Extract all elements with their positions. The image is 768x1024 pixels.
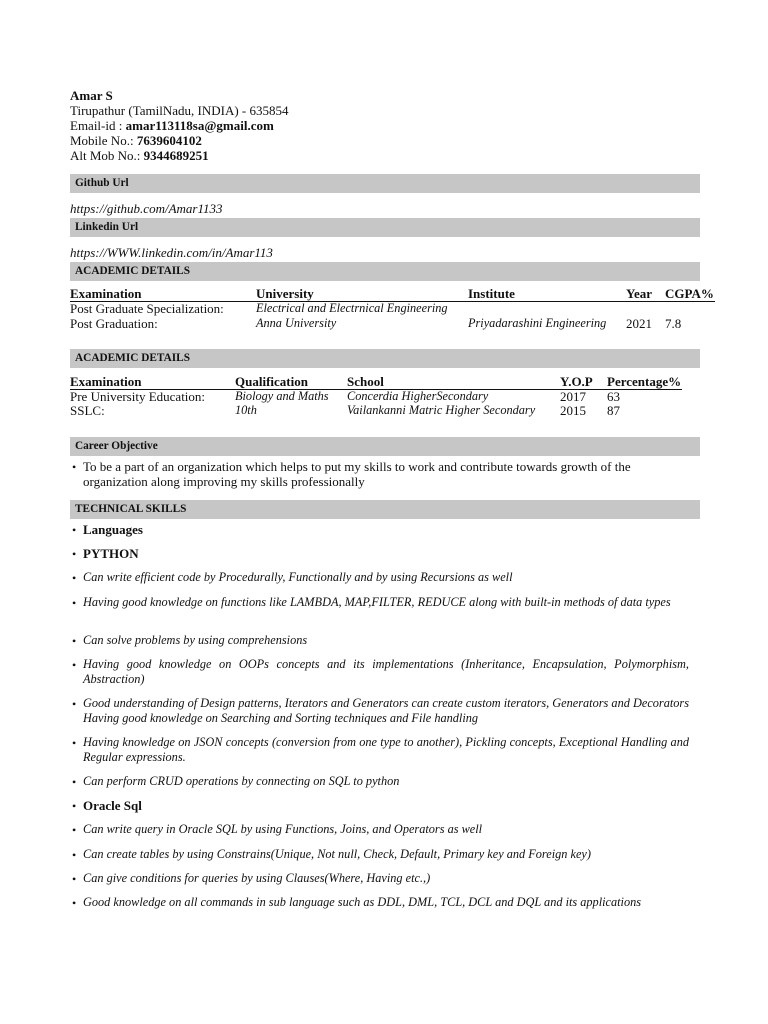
list-item: Can perform CRUD operations by connecting on SQL to python: [83, 774, 400, 788]
table-cell: Biology and Maths: [235, 389, 329, 403]
mobile-label: Mobile No.:: [70, 133, 137, 148]
bullet-icon: •: [72, 872, 77, 886]
list-item: Can solve problems by using comprehensions: [83, 633, 308, 647]
table-cell: Anna University: [256, 316, 337, 330]
github-heading: Github Url: [75, 177, 129, 189]
alt-mobile-line: [70, 148, 289, 163]
github-section-bar: [70, 174, 700, 193]
career-objective-text: To be a part of an organization which helps to put my skills to work and contribute towards growth of the organization along improving my skills professionally: [83, 459, 631, 489]
skills-section-bar: [70, 500, 700, 519]
bullet-icon: •: [72, 658, 77, 672]
academic-school-section-bar: [70, 349, 700, 368]
bullet-icon: •: [72, 596, 77, 610]
bullet-icon: •: [72, 523, 77, 537]
bullet-icon: •: [72, 775, 77, 789]
career-heading: Career Objective: [75, 440, 158, 452]
bullet-icon: •: [72, 697, 77, 711]
table-cell: Concerdia HigherSecondary: [347, 389, 489, 403]
github-url[interactable]: https://github.com/Amar1133: [70, 201, 223, 216]
table-header: Y.O.P: [560, 374, 593, 389]
bullet-icon: •: [72, 799, 77, 813]
table-header: Qualification: [235, 374, 308, 389]
table-cell: 2017: [560, 389, 586, 404]
mobile-line: [70, 133, 289, 148]
bullet-icon: •: [72, 736, 77, 750]
bullet-icon: •: [72, 634, 77, 648]
list-item: Having good knowledge on OOPs concepts and its implementations (Inheritance, Encapsulation, Polymorphism, Abstraction): [83, 657, 689, 686]
list-item: Can write efficient code by Procedurally, Functionally and by using Recursions as well: [83, 570, 513, 584]
bullet-icon: •: [72, 460, 77, 474]
email-value[interactable]: amar113118sa@gmail.com: [125, 118, 274, 133]
table-cell: 87: [607, 403, 620, 418]
career-section-bar: [70, 437, 700, 456]
table-header: CGPA%: [665, 286, 714, 301]
contact-block: [70, 88, 289, 163]
academic-school-heading: ACADEMIC DETAILS: [75, 352, 190, 364]
table-cell: Priyadarashini Engineering: [468, 316, 607, 330]
table-cell: Post Graduate Specialization:: [70, 301, 224, 316]
table-header: University: [256, 286, 314, 301]
linkedin-heading: Linkedin Url: [75, 221, 139, 233]
table-header: Examination: [70, 374, 142, 389]
table-cell: 10th: [235, 403, 257, 417]
address: Tirupathur (TamilNadu, INDIA) - 635854: [70, 103, 289, 118]
table-header: School: [347, 374, 384, 389]
list-item: Can give conditions for queries by using Clauses(Where, Having etc.,): [83, 871, 431, 885]
email-label: Email-id :: [70, 118, 126, 133]
list-item: Having knowledge on JSON concepts (conversion from one type to another), Pickling concepts, Exceptional Handling and Regular expressions.: [83, 735, 689, 764]
list-item: Can create tables by using Constrains(Unique, Not null, Check, Default, Primary key and Foreign key): [83, 847, 591, 861]
bullet-icon: •: [72, 848, 77, 862]
bullet-icon: •: [72, 823, 77, 837]
list-item: Languages: [83, 522, 143, 537]
table-cell: 7.8: [665, 316, 682, 331]
table-cell: Vailankanni Matric Higher Secondary: [347, 403, 536, 417]
linkedin-url[interactable]: https://WWW.linkedin.com/in/Amar113: [70, 245, 273, 260]
table-header: Year: [626, 286, 652, 301]
academic-section-bar: [70, 262, 700, 281]
table-header: Percentage%: [607, 374, 682, 389]
list-item: Can write query in Oracle SQL by using Functions, Joins, and Operators as well: [83, 822, 483, 836]
list-item: Good understanding of Design patterns, Iterators and Generators can create custom iterators, Generators and Decorators Having good knowledge on Searching and Sorting techniques and File handling: [83, 696, 689, 725]
table-cell: 2015: [560, 403, 586, 418]
candidate-name: Amar S: [70, 88, 113, 103]
table-cell: Pre University Education:: [70, 389, 206, 404]
bullet-icon: •: [72, 571, 77, 585]
table-header: Institute: [468, 286, 515, 301]
table-cell: Post Graduation:: [70, 316, 158, 331]
academic-heading: ACADEMIC DETAILS: [75, 265, 190, 277]
alt-mobile-label: Alt Mob No.:: [70, 148, 144, 163]
table-cell: 2021: [626, 316, 652, 331]
table-cell: SSLC:: [70, 403, 105, 418]
table-header: Examination: [70, 286, 142, 301]
alt-mobile-value: 9344689251: [143, 148, 209, 163]
table-cell: 63: [607, 389, 620, 404]
list-item: Good knowledge on all commands in sub language such as DDL, DML, TCL, DCL and DQL and its applications: [83, 895, 642, 909]
bullet-icon: •: [72, 547, 77, 561]
list-item: PYTHON: [83, 546, 139, 561]
skills-heading: TECHNICAL SKILLS: [75, 503, 187, 515]
list-item: Having good knowledge on functions like LAMBDA, MAP,FILTER, REDUCE along with built-in methods of data types: [83, 595, 671, 609]
email-line: [70, 118, 289, 133]
list-item: Oracle Sql: [83, 798, 142, 813]
mobile-value: 7639604102: [136, 133, 202, 148]
linkedin-section-bar: [70, 218, 700, 237]
bullet-icon: •: [72, 896, 77, 910]
table-cell: Electrical and Electrnical Engineering: [256, 301, 448, 315]
